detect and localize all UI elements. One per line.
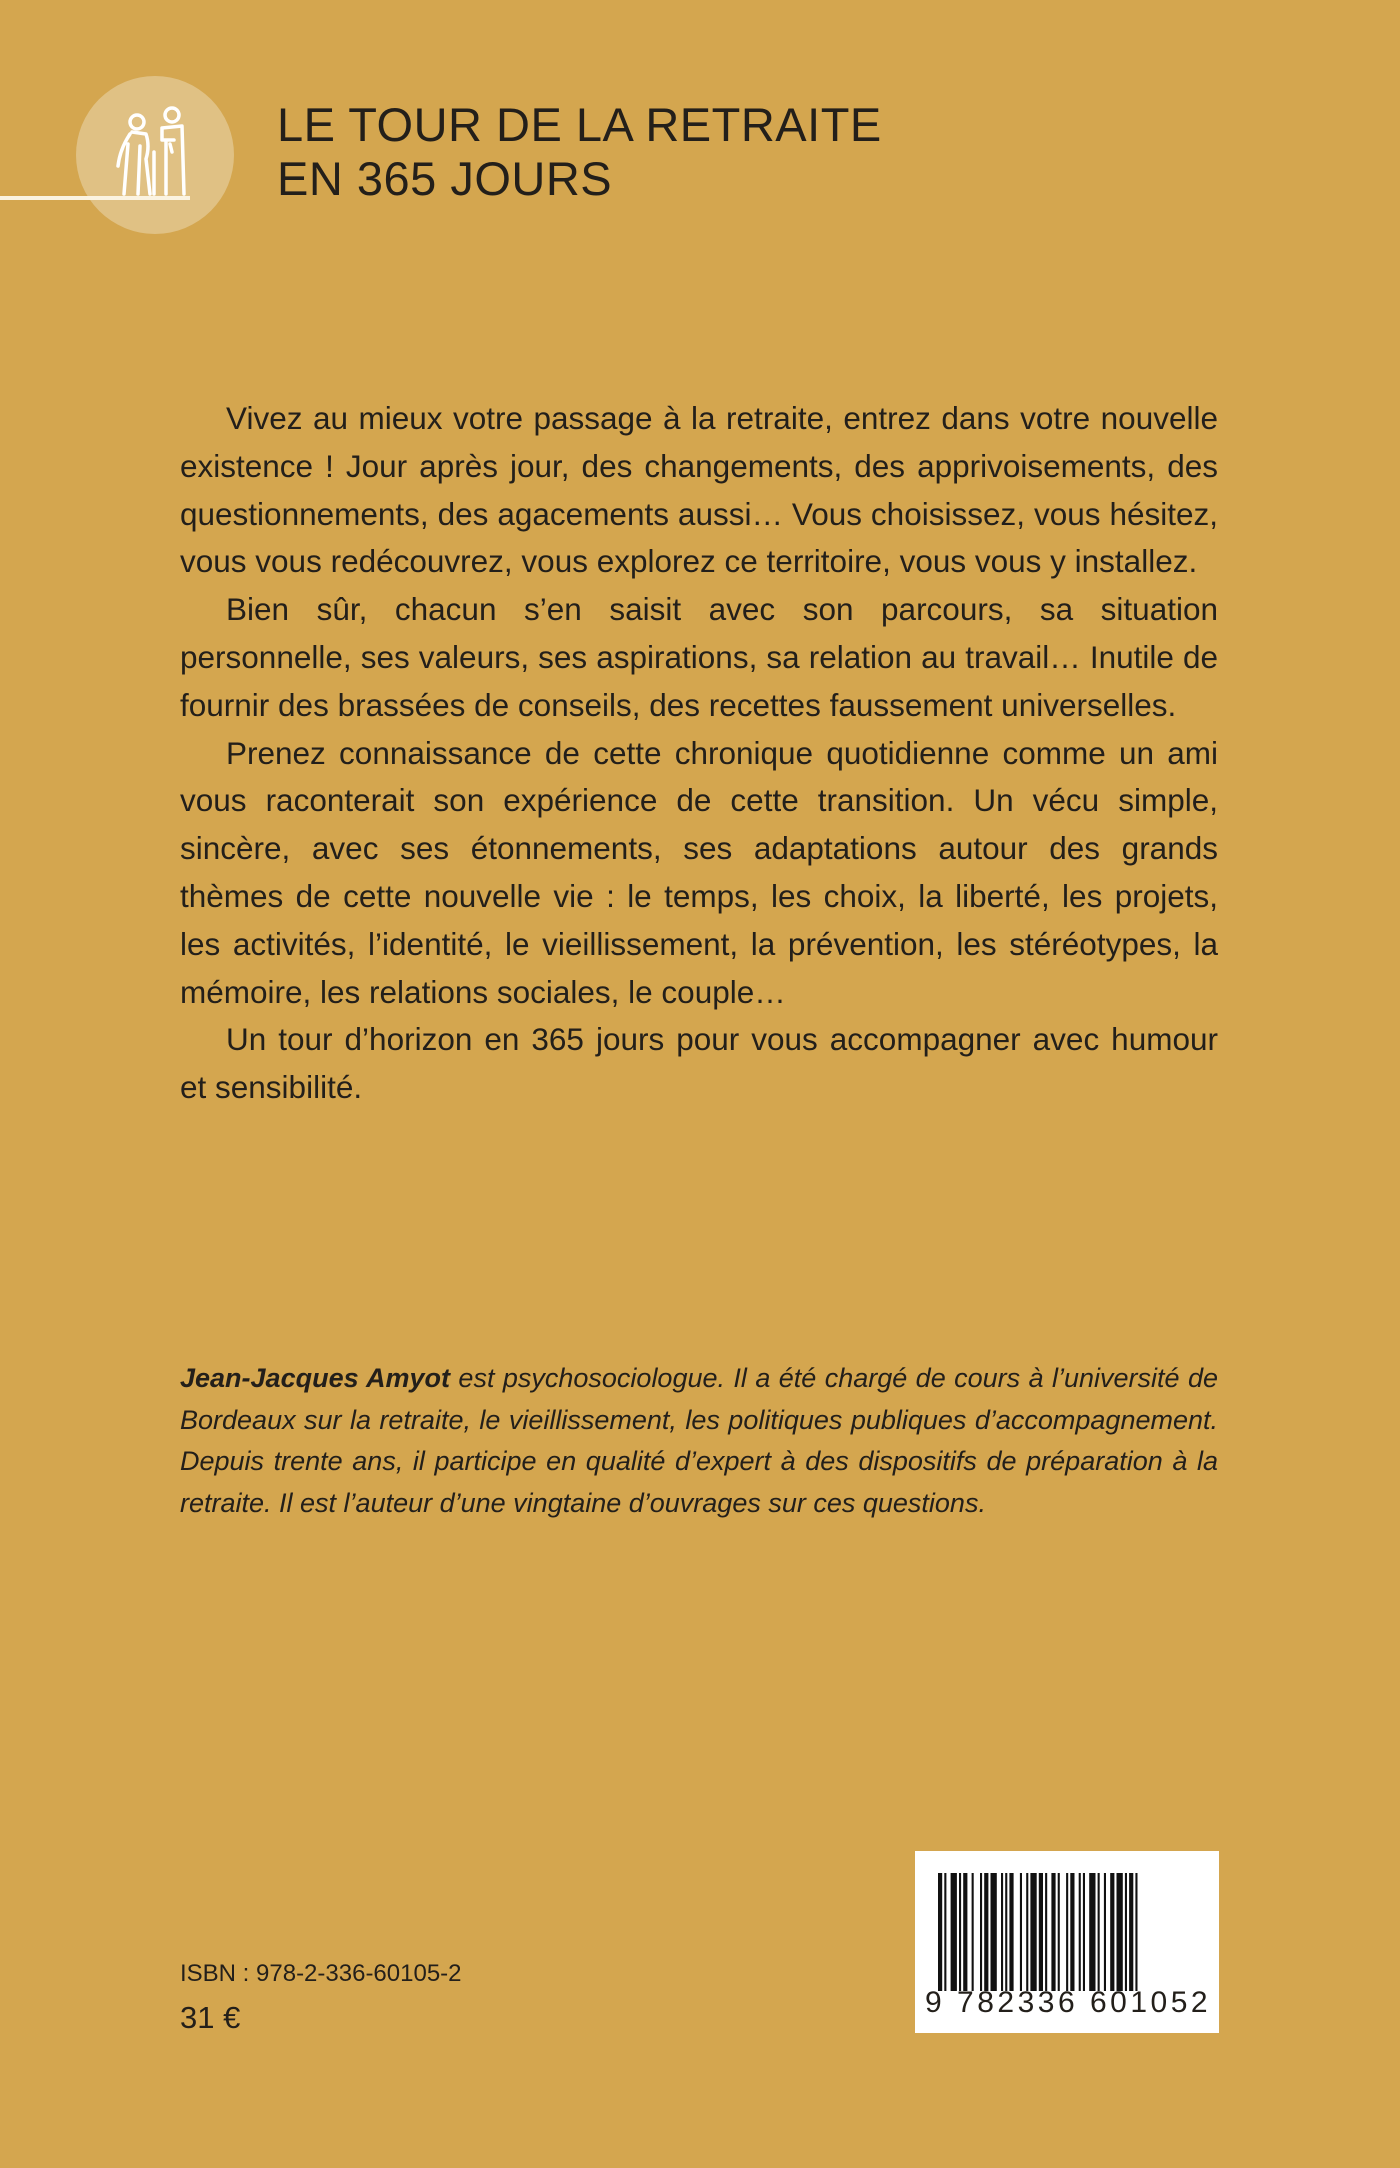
- barcode-bar: [963, 1873, 967, 1991]
- description-paragraph: Bien sûr, chacun s’en saisit avec son parcours, sa situation personnelle, ses valeurs, ses aspirations, sa relation au travail… Inutile de fournir des brassées de conseils, des recettes faussement universelles.: [180, 591, 1218, 723]
- barcode-bar: [1070, 1873, 1074, 1991]
- barcode-bar: [1098, 1873, 1100, 1991]
- barcode-bar: [1009, 1873, 1013, 1991]
- description-paragraph: Vivez au mieux votre passage à la retraite, entrez dans votre nouvelle existence ! Jour après jour, des changements, des apprivoisements, des questionnements, des agacements aussi… Vous choisissez, vous hésitez, vous vous redécouvrez, vous explorez ce territoire, vous vous y installez.: [180, 400, 1218, 580]
- barcode-bar: [980, 1873, 982, 1991]
- price: 31 €: [180, 2000, 241, 2035]
- barcode-bar: [1066, 1873, 1068, 1991]
- title-line-1: LE TOUR DE LA RETRAITE: [277, 98, 882, 151]
- barcode-bar: [1129, 1873, 1133, 1991]
- decorative-rule: [0, 196, 190, 200]
- barcode-bar: [944, 1873, 946, 1991]
- book-title: [277, 98, 882, 206]
- barcode-bar: [972, 1873, 974, 1991]
- barcode-bar: [1104, 1873, 1106, 1991]
- barcode-digits: 9 782336 601052: [925, 1986, 1212, 2019]
- barcode-bar: [1083, 1873, 1085, 1991]
- author-bio: [180, 1358, 1218, 1524]
- barcode-bar: [1135, 1873, 1137, 1991]
- barcode-bar: [1045, 1873, 1047, 1991]
- barcode-bar: [984, 1873, 988, 1991]
- isbn: ISBN : 978-2-336-60105-2: [180, 1960, 462, 1987]
- barcode-bar: [1001, 1873, 1003, 1991]
- author-bio-text: est psychosociologue. Il a été chargé de cours à l’université de Bordeaux sur la retraite, le vieillissement, les politiques publiques d’accompagnement. Depuis trente ans, il participe en qualité d’expert à des dispositifs de préparation à la retraite. Il est l’auteur d’une vingtaine d’ouvrages sur ces questions.: [180, 1363, 1218, 1518]
- barcode-bar: [1051, 1873, 1055, 1991]
- barcode-bar: [991, 1873, 997, 1991]
- barcode-bar: [1020, 1873, 1022, 1991]
- title-line-2: EN 365 JOURS: [277, 152, 613, 205]
- author-name: Jean-Jacques Amyot: [180, 1363, 451, 1393]
- barcode-bar: [1079, 1873, 1081, 1991]
- barcode-bar: [1039, 1873, 1043, 1991]
- barcode-bar: [1005, 1873, 1007, 1991]
- barcode-bar: [1058, 1873, 1060, 1991]
- barcode-bar: [1117, 1873, 1123, 1991]
- barcode-bar: [1125, 1873, 1127, 1991]
- logo-circle: [76, 76, 234, 234]
- description-paragraph: Prenez connaissance de cette chronique quotidienne comme un ami vous raconterait son expérience de cette transition. Un vécu simple, sincère, avec ses étonnements, ses adaptations autour des grands thèmes de cette nouvelle vie : le temps, les choix, la liberté, les projets, les activités, l’identité, le vieillissement, la prévention, les stéréotypes, la mémoire, les relations sociales, le couple…: [180, 734, 1218, 1010]
- barcode-bar: [1110, 1873, 1114, 1991]
- barcode-bar: [1026, 1873, 1028, 1991]
- barcode-bar: [1089, 1873, 1095, 1991]
- description-paragraph: Un tour d’horizon en 365 jours pour vous accompagner avec humour et sensibilité.: [180, 1021, 1218, 1106]
- barcode-bar: [938, 1873, 942, 1991]
- barcode-bar: [1030, 1873, 1036, 1991]
- barcode: [915, 1851, 1219, 2033]
- back-cover-description: [180, 395, 1218, 1112]
- barcode-bar: [959, 1873, 961, 1991]
- elderly-person-with-helper-icon: [110, 104, 200, 204]
- barcode-bar: [951, 1873, 957, 1991]
